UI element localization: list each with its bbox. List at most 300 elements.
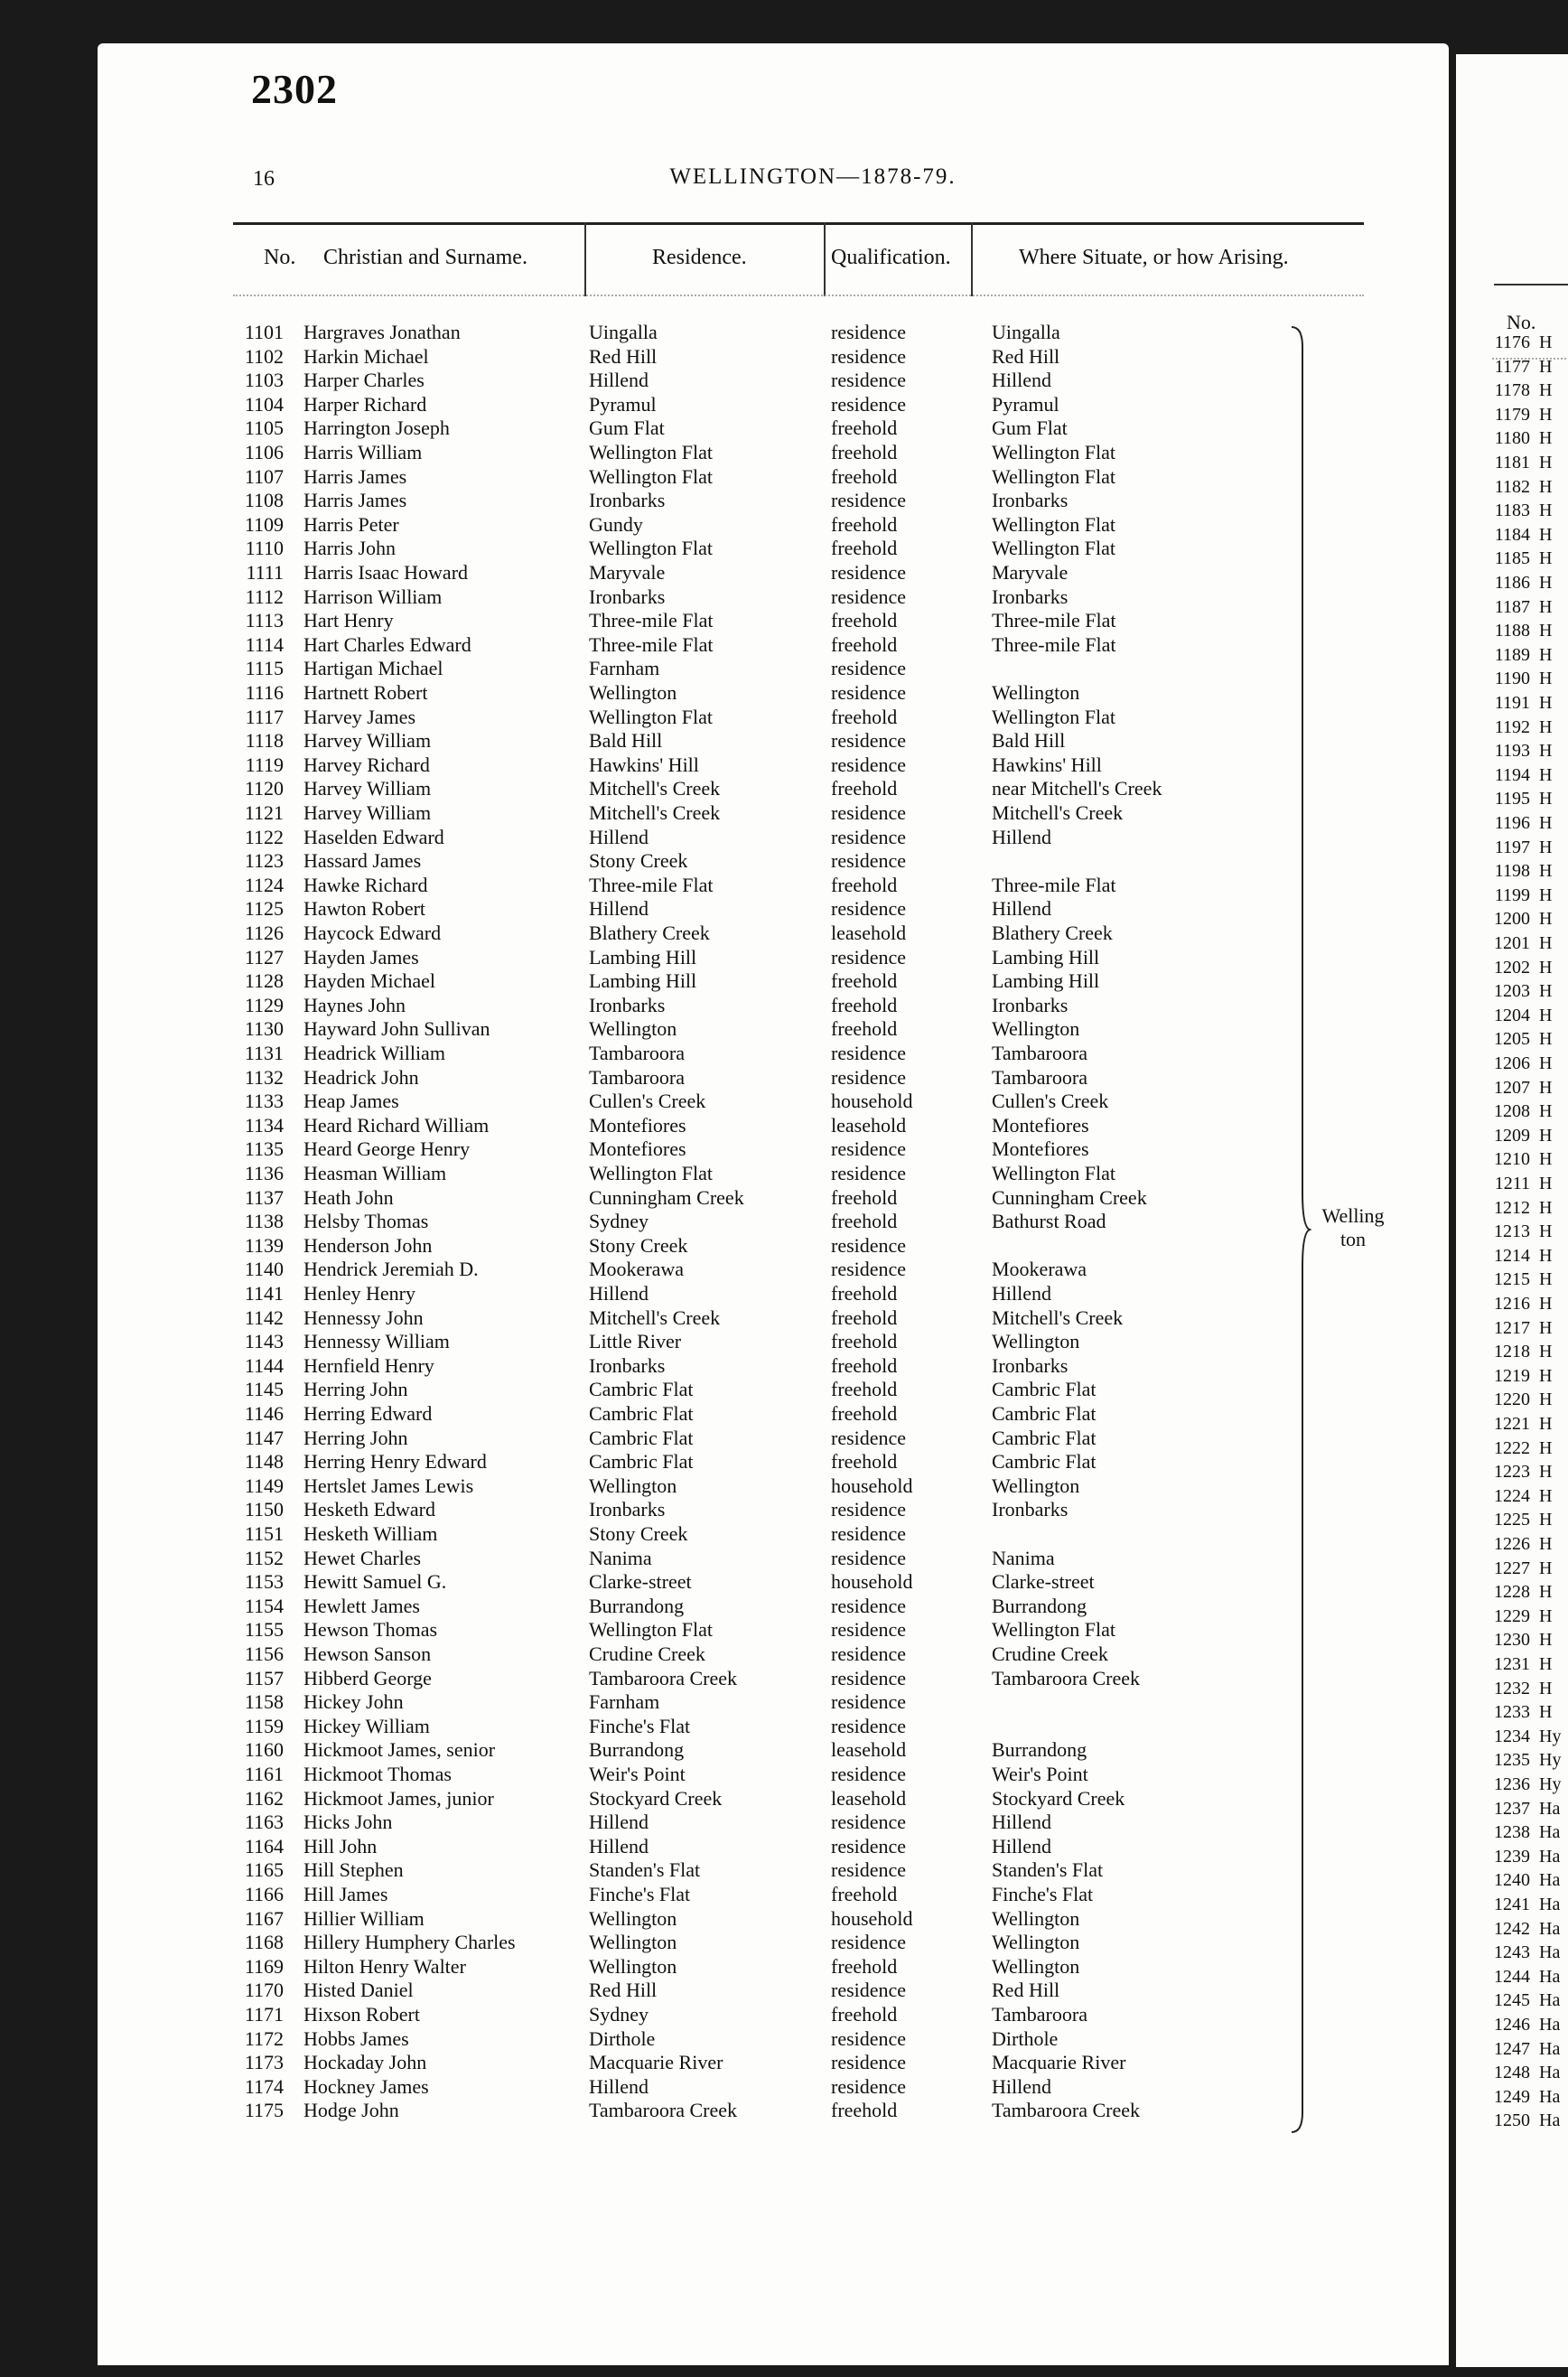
where-situate: Wellington <box>992 1931 1080 1954</box>
facing-list-item <box>1481 1340 1552 1363</box>
facing-list-item <box>1481 1052 1552 1075</box>
voter-name: Harrison William <box>303 585 443 608</box>
residence: Dirthole <box>589 2026 656 2050</box>
entry-number: 1159 <box>244 1714 284 1737</box>
facing-list-item <box>1481 1004 1552 1027</box>
facing-list-item <box>1481 571 1552 594</box>
facing-entry-fragment: H <box>1539 813 1553 833</box>
facing-entry-number: 1245 <box>1494 1990 1530 2011</box>
facing-list-item <box>1481 619 1552 642</box>
facing-entry-fragment: H <box>1539 884 1553 905</box>
entry-number: 1109 <box>244 512 284 536</box>
facing-list-item <box>1481 547 1552 570</box>
where-situate: Mookerawa <box>992 1258 1087 1281</box>
facing-entry-fragment: H <box>1539 1630 1553 1651</box>
facing-entry-fragment: H <box>1539 693 1553 713</box>
where-situate: Clarke-street <box>992 1570 1095 1594</box>
residence: Hillend <box>589 897 649 921</box>
facing-entry-fragment: H <box>1539 644 1553 665</box>
qualification: freehold <box>831 969 898 993</box>
facing-entry-number: 1218 <box>1494 1342 1530 1362</box>
facing-entry-number: 1199 <box>1494 884 1530 905</box>
where-situate: Wellington <box>992 1017 1080 1041</box>
voter-name: Herring Henry Edward <box>303 1450 487 1474</box>
voter-name: Henley Henry <box>303 1282 416 1305</box>
entry-number: 1171 <box>244 2003 284 2026</box>
qualification: residence <box>831 1498 907 1521</box>
entry-number: 1172 <box>244 2026 284 2050</box>
facing-entry-fragment: H <box>1539 861 1553 882</box>
facing-entry-number: 1189 <box>1494 644 1530 665</box>
voter-name: Henderson John <box>303 1233 433 1257</box>
page-stamp: 2302 <box>251 66 338 112</box>
where-situate: Cunningham Creek <box>992 1185 1147 1209</box>
facing-entry-fragment: H <box>1539 1510 1553 1530</box>
residence: Tambaroora <box>589 1065 685 1089</box>
residence: Crudine Creek <box>589 1642 705 1665</box>
qualification: residence <box>831 1594 907 1617</box>
entry-number: 1155 <box>244 1618 284 1642</box>
residence: Weir's Point <box>589 1763 686 1785</box>
residence: Wellington <box>589 1954 677 1978</box>
where-situate: Hillend <box>992 1834 1051 1858</box>
voter-name: Heard George Henry <box>303 1137 471 1161</box>
where-situate: Hillend <box>992 1282 1051 1305</box>
qualification: leasehold <box>831 1786 907 1810</box>
residence: Hillend <box>589 825 649 848</box>
voter-name: Headrick John <box>303 1065 419 1089</box>
residence: Tambaroora Creek <box>589 1666 737 1689</box>
facing-page <box>1456 54 1568 2367</box>
residence: Tambaroora <box>589 1042 685 1064</box>
facing-list-item <box>1481 1268 1552 1291</box>
where-situate: Tambaroora Creek <box>992 2099 1140 2122</box>
facing-entry-number: 1181 <box>1494 453 1530 473</box>
entry-number: 1139 <box>244 1233 284 1257</box>
where-situate: Three-mile Flat <box>992 873 1116 896</box>
voter-name: Heard Richard William <box>303 1113 490 1137</box>
facing-entry-number: 1239 <box>1494 1846 1530 1867</box>
voter-name: Harris John <box>303 537 397 560</box>
district-label-line: ton <box>1339 1228 1367 1250</box>
facing-entry-number: 1246 <box>1494 2015 1530 2035</box>
residence: Ironbarks <box>589 1353 666 1377</box>
qualification: freehold <box>831 1353 898 1377</box>
facing-entry-fragment: H <box>1539 957 1553 978</box>
facing-list-item <box>1481 1484 1552 1508</box>
facing-entry-fragment: H <box>1539 1390 1553 1410</box>
entry-number: 1137 <box>244 1185 284 1209</box>
facing-entry-number: 1227 <box>1494 1558 1530 1578</box>
qualification: freehold <box>831 777 898 800</box>
facing-entry-number: 1225 <box>1494 1510 1530 1530</box>
residence: Maryvale <box>589 561 666 584</box>
residence: Wellington <box>589 1931 677 1954</box>
qualification: residence <box>831 2051 907 2074</box>
residence: Wellington <box>589 1017 677 1041</box>
voter-name: Histed Daniel <box>303 1979 414 2002</box>
facing-list-item <box>1481 1364 1552 1388</box>
facing-list-item <box>1481 1172 1552 1195</box>
facing-entry-number: 1210 <box>1494 1149 1530 1170</box>
facing-entry-fragment: H <box>1539 1605 1553 1626</box>
facing-entry-fragment: H <box>1539 741 1553 762</box>
where-situate: Hillend <box>992 2074 1051 2098</box>
where-situate: Red Hill <box>992 1979 1060 2002</box>
voter-name: Hockney James <box>303 2074 429 2098</box>
facing-list-item <box>1481 331 1552 354</box>
facing-list-item <box>1481 1773 1561 1796</box>
facing-entry-number: 1231 <box>1494 1654 1530 1674</box>
residence: Mitchell's Creek <box>589 801 721 824</box>
qualification: household <box>831 1474 913 1497</box>
qualification: freehold <box>831 441 898 463</box>
entry-number: 1154 <box>244 1594 284 1617</box>
entry-number: 1147 <box>244 1426 284 1449</box>
facing-list-item <box>1481 1508 1552 1531</box>
qualification: freehold <box>831 1883 898 1905</box>
where-situate: near Mitchell's Creek <box>992 777 1162 800</box>
residence: Stony Creek <box>589 849 688 873</box>
entry-number: 1165 <box>244 1858 284 1882</box>
voter-name: Hixson Robert <box>303 2003 420 2026</box>
facing-entry-fragment: H <box>1539 356 1553 377</box>
facing-list-item <box>1481 475 1552 499</box>
facing-entry-fragment: Ha <box>1539 2015 1561 2035</box>
qualification: freehold <box>831 1402 898 1425</box>
qualification: leasehold <box>831 1113 907 1137</box>
facing-entry-fragment: H <box>1539 1534 1553 1554</box>
qualification: freehold <box>831 464 898 488</box>
where-situate: Tambaroora <box>992 1065 1087 1089</box>
qualification: residence <box>831 489 907 512</box>
where-situate: Mitchell's Creek <box>992 1305 1124 1329</box>
voter-name: Harrington Joseph <box>303 416 450 440</box>
facing-entry-number: 1186 <box>1494 573 1530 593</box>
where-situate: Wellington Flat <box>992 1162 1115 1184</box>
facing-entry-number: 1213 <box>1494 1221 1530 1242</box>
entry-number: 1141 <box>244 1282 284 1305</box>
facing-list-item <box>1481 907 1552 931</box>
facing-entry-number: 1203 <box>1494 981 1530 1002</box>
entry-number: 1129 <box>244 993 284 1016</box>
entry-number: 1174 <box>244 2074 284 2098</box>
facing-entry-number: 1209 <box>1494 1125 1530 1146</box>
facing-list-item <box>1481 1700 1552 1724</box>
qualification: residence <box>831 2026 907 2050</box>
facing-entry-number: 1236 <box>1494 1774 1530 1794</box>
residence: Wellington <box>589 681 677 704</box>
facing-entry-fragment: Hy <box>1539 1750 1562 1771</box>
facing-list-item <box>1481 787 1552 810</box>
entry-number: 1170 <box>244 1979 284 2002</box>
where-situate: Burrandong <box>992 1594 1087 1617</box>
qualification: residence <box>831 801 907 824</box>
facing-entry-number: 1242 <box>1494 1918 1530 1939</box>
facing-list-item <box>1481 979 1552 1003</box>
facing-entry-number: 1178 <box>1494 380 1530 401</box>
entry-number: 1104 <box>244 392 284 416</box>
facing-list-item <box>1481 1652 1552 1676</box>
where-situate: Montefiores <box>992 1113 1089 1137</box>
qualification: residence <box>831 1811 907 1834</box>
facing-list-item <box>1481 1436 1552 1460</box>
entry-number: 1125 <box>244 897 284 921</box>
where-situate: Mitchell's Creek <box>992 801 1124 824</box>
qualification: freehold <box>831 1017 898 1041</box>
facing-list-item <box>1481 1580 1552 1604</box>
entry-number: 1160 <box>244 1738 284 1762</box>
entry-number: 1167 <box>244 1906 284 1930</box>
voter-name: Hernfield Henry <box>303 1353 434 1377</box>
facing-entry-fragment: H <box>1539 789 1553 809</box>
facing-entry-fragment: H <box>1539 1702 1553 1723</box>
qualification: freehold <box>831 1330 898 1353</box>
residence: Lambing Hill <box>589 945 697 969</box>
voter-name: Hargraves Jonathan <box>303 321 461 343</box>
facing-entry-number: 1176 <box>1494 332 1530 352</box>
facing-list-item <box>1481 355 1552 379</box>
where-situate: Wellington Flat <box>992 1618 1115 1642</box>
qualification: residence <box>831 1858 907 1882</box>
voter-name: Hesketh William <box>303 1522 438 1545</box>
facing-entry-number: 1226 <box>1494 1534 1530 1554</box>
where-situate: Wellington <box>992 1330 1080 1353</box>
facing-list-item <box>1481 811 1552 835</box>
qualification: residence <box>831 1979 907 2002</box>
qualification: residence <box>831 1258 907 1281</box>
facing-entry-fragment: Ha <box>1539 1846 1561 1867</box>
facing-entry-number: 1219 <box>1494 1365 1530 1386</box>
facing-entry-number: 1202 <box>1494 957 1530 978</box>
facing-entry-number: 1191 <box>1494 693 1530 713</box>
facing-entry-fragment: H <box>1539 1269 1553 1290</box>
residence: Macquarie River <box>589 2051 723 2074</box>
facing-entry-fragment: Hy <box>1539 1774 1562 1794</box>
qualification: freehold <box>831 416 898 440</box>
residence: Pyramul <box>589 392 657 416</box>
facing-entry-number: 1232 <box>1494 1678 1530 1699</box>
voter-name: Hobbs James <box>303 2026 409 2050</box>
facing-entry-fragment: H <box>1539 837 1553 857</box>
where-situate: Standen's Flat <box>992 1858 1104 1882</box>
facing-list-item <box>1481 1027 1552 1051</box>
district-label <box>1317 1204 1389 1251</box>
entry-number: 1123 <box>244 849 284 873</box>
qualification: residence <box>831 369 907 392</box>
voter-name: Haycock Edward <box>303 922 442 944</box>
qualification: residence <box>831 321 907 343</box>
facing-list-item <box>1481 1532 1552 1556</box>
facing-entry-number: 1233 <box>1494 1702 1530 1723</box>
entry-number: 1145 <box>244 1378 284 1401</box>
qualification: household <box>831 1090 913 1113</box>
voter-name: Herring John <box>303 1426 408 1449</box>
voter-name: Harris James <box>303 489 407 512</box>
qualification: residence <box>831 1690 907 1714</box>
voter-name: Heap James <box>303 1090 399 1113</box>
entry-number: 1140 <box>244 1258 284 1281</box>
residence: Ironbarks <box>589 489 666 512</box>
facing-entry-fragment: H <box>1539 380 1553 401</box>
voter-name: Haselden Edward <box>303 825 444 848</box>
entry-number: 1102 <box>244 344 284 368</box>
facing-entry-fragment: H <box>1539 764 1553 785</box>
facing-entry-fragment: Ha <box>1539 1870 1561 1891</box>
where-situate: Crudine Creek <box>992 1642 1108 1665</box>
facing-entry-number: 1229 <box>1494 1605 1530 1626</box>
entry-number: 1146 <box>244 1402 284 1425</box>
facing-entry-number: 1248 <box>1494 2063 1530 2083</box>
where-situate: Stockyard Creek <box>992 1786 1125 1810</box>
voter-name: Helsby Thomas <box>303 1210 429 1233</box>
facing-list-item <box>1481 1677 1552 1700</box>
residence: Ironbarks <box>589 1498 666 1521</box>
entry-number: 1148 <box>244 1450 284 1474</box>
facing-list-item <box>1481 1893 1560 1916</box>
voter-name: Hill John <box>303 1834 378 1858</box>
qualification: freehold <box>831 705 898 728</box>
facing-entry-number: 1238 <box>1494 1822 1530 1843</box>
facing-entry-fragment: H <box>1539 1485 1553 1506</box>
qualification: residence <box>831 1763 907 1785</box>
entry-number: 1153 <box>244 1570 284 1594</box>
residence: Cambric Flat <box>589 1378 694 1401</box>
residence: Hawkins' Hill <box>589 753 699 776</box>
qualification: residence <box>831 1137 907 1161</box>
facing-entry-fragment: H <box>1539 909 1553 930</box>
facing-entry-fragment: H <box>1539 1149 1553 1170</box>
entry-number: 1105 <box>244 416 284 440</box>
where-situate: Ironbarks <box>992 489 1069 512</box>
qualification: household <box>831 1906 913 1930</box>
voter-name: Heath John <box>303 1185 394 1209</box>
residence: Cunningham Creek <box>589 1185 744 1209</box>
facing-list-item <box>1481 2037 1560 2061</box>
entry-number: 1149 <box>244 1474 284 1497</box>
facing-entry-number: 1212 <box>1494 1197 1530 1218</box>
residence: Ironbarks <box>589 993 666 1016</box>
facing-entry-fragment: H <box>1539 548 1553 569</box>
facing-entry-number: 1206 <box>1494 1053 1530 1073</box>
residence: Blathery Creek <box>589 922 710 944</box>
qualification: residence <box>831 897 907 921</box>
residence: Nanima <box>589 1546 652 1569</box>
qualification: freehold <box>831 632 898 656</box>
voter-name: Hickey William <box>303 1714 430 1737</box>
residence: Wellington Flat <box>589 441 713 463</box>
facing-entry-fragment: H <box>1539 1294 1553 1314</box>
residence: Stockyard Creek <box>589 1786 723 1810</box>
voter-name: Hewson Sanson <box>303 1642 432 1665</box>
facing-entry-fragment: H <box>1539 1197 1553 1218</box>
facing-list-item <box>1481 1845 1560 1868</box>
entry-number: 1152 <box>244 1546 284 1569</box>
entry-number: 1150 <box>244 1498 284 1521</box>
facing-entry-number: 1244 <box>1494 1966 1530 1987</box>
entry-number: 1158 <box>244 1690 284 1714</box>
entry-number: 1119 <box>245 753 284 776</box>
facing-entry-number: 1208 <box>1494 1101 1530 1122</box>
qualification: residence <box>831 1522 907 1545</box>
facing-entry-fragment: H <box>1539 933 1553 953</box>
facing-entry-number: 1237 <box>1494 1798 1530 1819</box>
facing-entry-fragment: H <box>1539 1462 1553 1483</box>
voter-name: Hillery Humphery Charles <box>303 1931 516 1954</box>
register-page <box>98 43 1449 2365</box>
facing-entry-number: 1243 <box>1494 1942 1530 1963</box>
where-situate: Bald Hill <box>992 729 1066 753</box>
column-header-where: Where Situate, or how Arising. <box>1019 246 1289 269</box>
residence: Gum Flat <box>589 416 665 440</box>
voter-name: Hilton Henry Walter <box>303 1954 466 1978</box>
voter-name: Hill James <box>303 1883 388 1905</box>
facing-list-item <box>1481 1147 1552 1171</box>
facing-list-item <box>1481 1196 1552 1220</box>
voter-name: Hayden Michael <box>303 969 435 993</box>
column-divider <box>971 222 973 296</box>
voter-name: Heasman William <box>303 1162 447 1184</box>
where-situate: Maryvale <box>992 561 1069 584</box>
residence: Hillend <box>589 1811 649 1834</box>
column-header-no: No. <box>264 246 296 269</box>
where-situate: Nanima <box>992 1546 1055 1569</box>
voter-name: Hockaday John <box>303 2051 427 2074</box>
facing-list-item <box>1481 1557 1552 1580</box>
voter-name: Harkin Michael <box>303 344 429 368</box>
where-situate: Wellington Flat <box>992 512 1115 536</box>
facing-list-item <box>1481 1412 1552 1436</box>
where-situate: Cambric Flat <box>992 1426 1097 1449</box>
facing-entry-fragment: H <box>1539 1414 1553 1434</box>
qualification: freehold <box>831 1378 898 1401</box>
where-situate: Tambaroora <box>992 2003 1087 2026</box>
qualification: residence <box>831 2074 907 2098</box>
voter-name: Hesketh Edward <box>303 1498 436 1521</box>
residence: Lambing Hill <box>589 969 697 993</box>
facing-list-item <box>1481 836 1552 859</box>
facing-entry-number: 1198 <box>1494 861 1530 882</box>
facing-list-item <box>1481 1460 1552 1483</box>
qualification: freehold <box>831 2099 898 2122</box>
qualification: residence <box>831 753 907 776</box>
residence: Wellington Flat <box>589 537 713 560</box>
facing-list-item <box>1481 884 1552 907</box>
where-situate: Ironbarks <box>992 993 1069 1016</box>
facing-list-item <box>1481 426 1552 450</box>
facing-entry-fragment: H <box>1539 621 1553 641</box>
entry-number: 1142 <box>244 1305 284 1329</box>
where-situate: Dirthole <box>992 2026 1059 2050</box>
facing-list-item <box>1481 691 1552 715</box>
facing-entry-number: 1217 <box>1494 1317 1530 1338</box>
facing-entry-fragment: H <box>1539 1174 1553 1193</box>
facing-list-item <box>1481 1965 1560 1989</box>
facing-entry-fragment: H <box>1539 1101 1553 1122</box>
facing-list-item <box>1481 1868 1560 1892</box>
residence: Red Hill <box>589 1979 658 2002</box>
voter-name: Harris James <box>303 464 407 488</box>
facing-list-item <box>1481 956 1552 979</box>
where-situate: Red Hill <box>992 344 1060 368</box>
facing-entry-number: 1184 <box>1494 524 1530 545</box>
where-situate: Three-mile Flat <box>992 609 1116 632</box>
facing-column-header-no: No. <box>1507 311 1536 333</box>
facing-list-item <box>1481 1797 1560 1820</box>
voter-name: Hawke Richard <box>303 873 428 896</box>
entry-number: 1115 <box>245 657 284 680</box>
residence: Mookerawa <box>589 1258 685 1281</box>
